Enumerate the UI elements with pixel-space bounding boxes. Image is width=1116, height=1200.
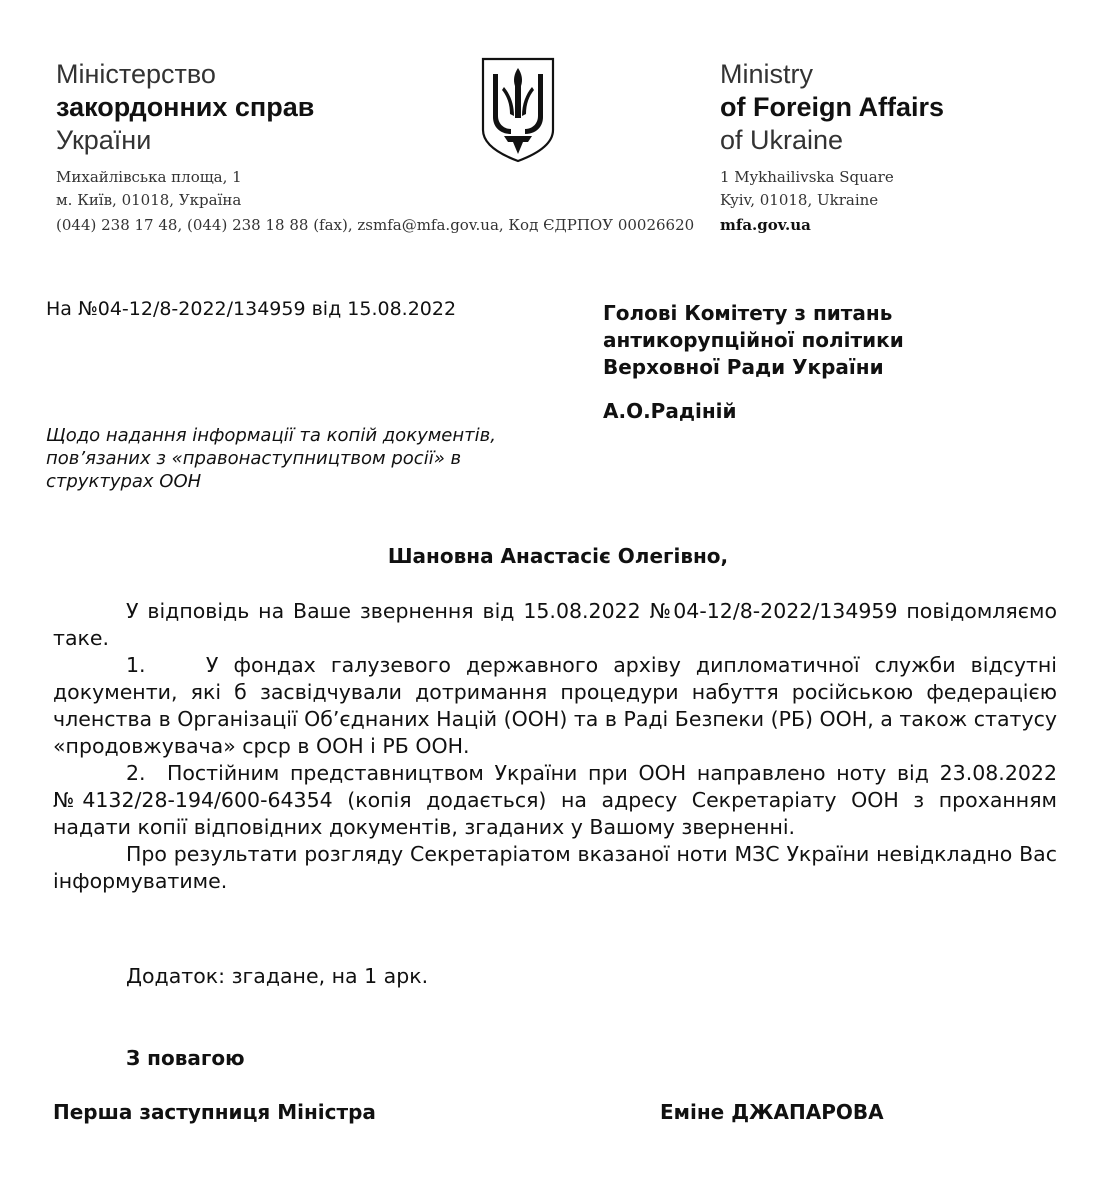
letterhead-en-address2: Kyiv, 01018, Ukraine [720,191,879,209]
tryzub-coat-of-arms-icon [480,56,556,164]
subject-line1: Щодо надання інформації та копій документів, [46,425,496,446]
letterhead-en-website: mfa.gov.ua [720,216,811,234]
letterhead-ua-address [56,166,716,237]
paragraph-1: У відповідь на Ваше звернення від 15.08.2022 №04-12/8-2022/134959 повідомляємо таке. [53,599,1057,650]
subject-line2: пов’язаних з «правонаступництвом росії» в [46,448,462,469]
letterhead-en-line2: of Foreign Affairs [720,92,945,122]
letterhead-ua-contacts: (044) 238 17 48, (044) 238 18 88 (fax), zsmfa@mfa.gov.ua, Код ЄДРПОУ 00026620 [56,216,695,234]
addressee-line3: Верховної Ради України [603,355,884,379]
closing: З повагою [126,1046,245,1070]
letterhead-ua-line2: закордонних справ [56,92,315,122]
paragraph-2-text: У фондах галузевого державного архіву дипломатичної служби відсутні документи, які б засвідчували дотримання процедури набуття російською федерацією членства в Організації Об’єднаних Націй (ООН) та в Раді Безпеки (РБ) ООН, а також статусу «продовжувача» срср в ООН і РБ ООН. [53,653,1057,758]
letterhead-ua-address1: Михайлівська площа, 1 [56,168,242,186]
paragraph-2 [53,652,1057,760]
letterhead-en-address [720,166,1080,237]
paragraph-2-number: 1. [126,653,146,677]
letterhead-ua-line1: Міністерство [56,59,216,89]
paragraph-3-text: Постійним представництвом України при ООН направлено ноту від 23.08.2022 №4132/28-194/600-64354 (копія додається) на адресу Секретаріату ООН з проханням надати копії відповідних документів, згаданих у Вашому зверненні. [53,761,1057,839]
paragraph-4: Про результати розгляду Секретаріатом вказаної ноти МЗС України невідкладно Вас інформуватиме. [53,842,1057,893]
signatory-position: Перша заступниця Міністра [53,1100,376,1124]
letterhead-ua [56,58,314,157]
subject-block [46,424,496,493]
greeting: Шановна Анастасіє Олегівно, [387,544,729,568]
paragraph-3 [53,760,1057,841]
letterhead-ua-line3: України [56,125,152,155]
signatory-name: Еміне ДЖАПАРОВА [660,1100,884,1124]
letterhead-ua-address2: м. Київ, 01018, Україна [56,191,242,209]
subject-line3: структурах ООН [46,471,202,492]
letterhead-en-address1: 1 Mykhailivska Square [720,168,894,186]
paragraph-3-number: 2. [126,761,146,785]
letter-body [53,598,1057,895]
addressee-name: А.О.Радіній [603,399,737,423]
letterhead-en [720,58,944,157]
reference-number: На №04-12/8-2022/134959 від 15.08.2022 [46,298,457,320]
addressee-block [603,300,904,425]
letterhead-en-line1: Ministry [720,59,813,89]
addressee-line2: антикорупційної політики [603,328,904,352]
letterhead-en-line3: of Ukraine [720,125,844,155]
attachment-note: Додаток: згадане, на 1 арк. [126,964,429,988]
addressee-line1: Голові Комітету з питань [603,301,893,325]
